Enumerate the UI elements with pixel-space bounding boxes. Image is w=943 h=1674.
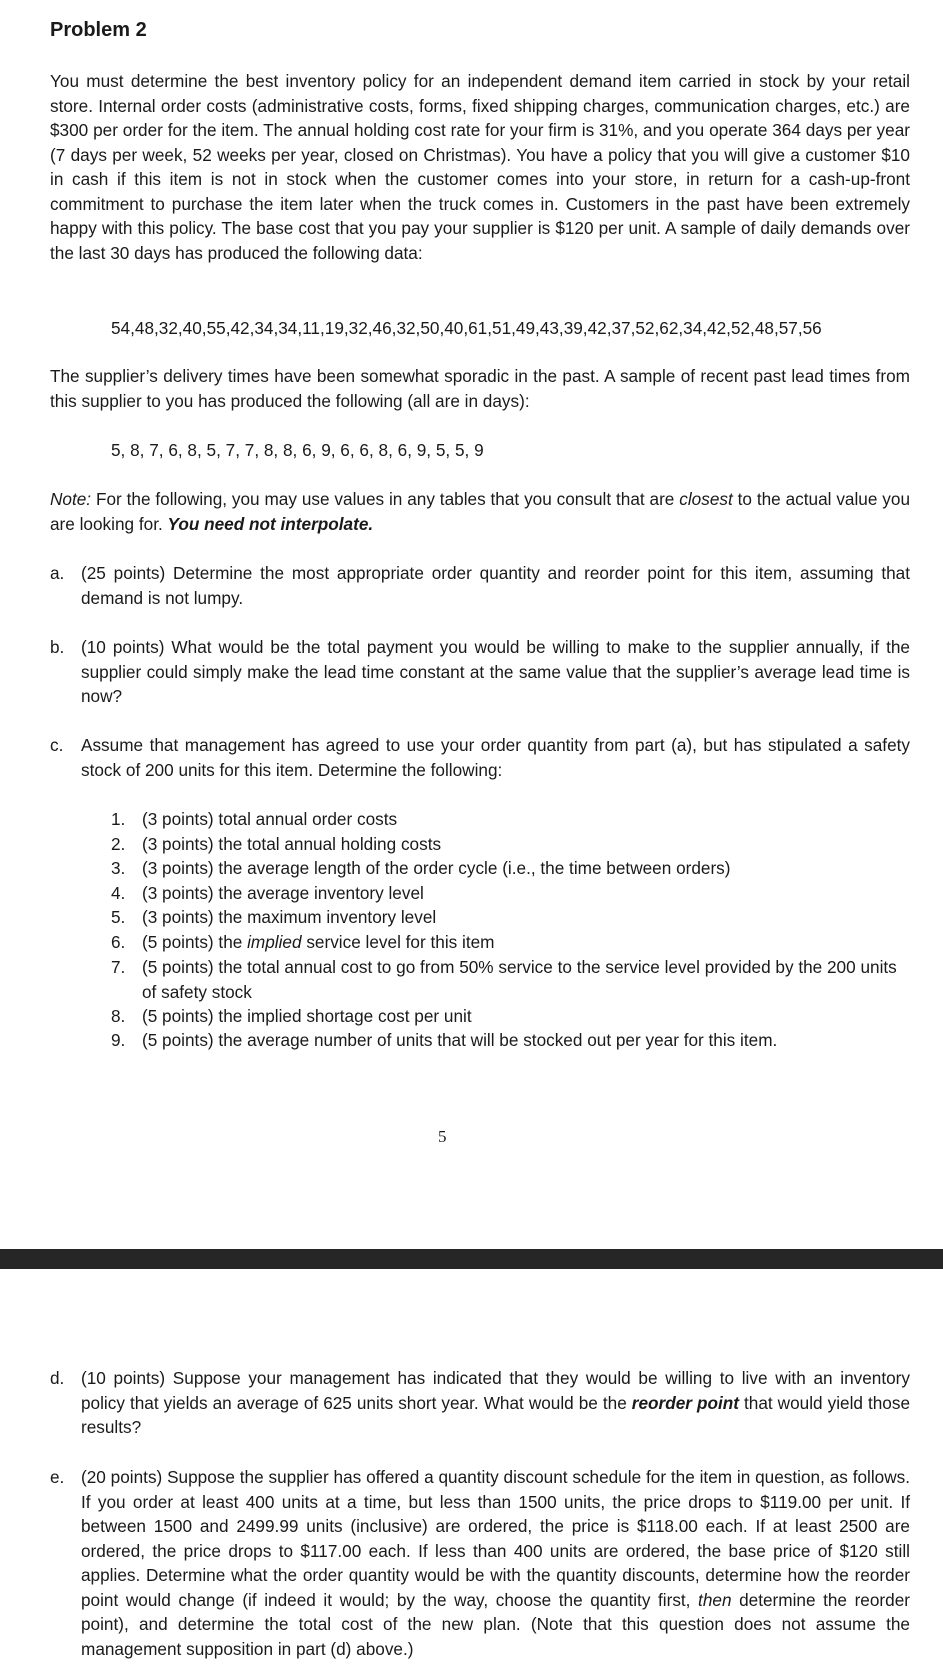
- sub-item: 2. (3 points) the total annual holding costs: [111, 834, 442, 854]
- problem-title: Problem 2: [50, 19, 147, 41]
- sub-item: 1. (3 points) total annual order costs: [111, 809, 398, 829]
- page-number: 5: [438, 1127, 447, 1146]
- note-paragraph: [50, 487, 910, 536]
- page-divider: [0, 1249, 943, 1269]
- question-a-label: a.: [50, 563, 65, 583]
- sub-item: 8. (5 points) the implied shortage cost per unit: [111, 1006, 472, 1026]
- question-c: [50, 733, 910, 782]
- question-d-bold: reorder point: [631, 1392, 739, 1413]
- question-d-label: d.: [50, 1368, 65, 1388]
- question-d: [50, 1366, 910, 1440]
- note-text-2: to the actual value you are looking for.: [50, 489, 910, 534]
- note-bold: You need not interpolate.: [167, 513, 374, 534]
- question-e-emphasis: then: [698, 1589, 732, 1610]
- question-e-text: (20 points) Suppose the supplier has offered a quantity discount schedule for the item in question, as follows. If you order at least 400 units at a time, but less than 1500 units, the price drops to $119.00 per unit. If between 1500 and 2499.99 units (inclusive) are ordered, the price is $118.00 each. If at least 2500 are ordered, the price drops to $117.00 each. If less than 400 units are ordered, the base price of $120 still applies. Determine what the order quantity would be with the quantity discounts, determine how the reorder point would change (if indeed it would; by the way, choose the quantity first,: [81, 1467, 910, 1610]
- sub-item: 7. (5 points) the total annual cost to go from 50% service to the service level provided by the 200 units of safety stock: [111, 957, 897, 1002]
- question-c-label: c.: [50, 735, 64, 755]
- sub-item: 4. (3 points) the average inventory level: [111, 883, 424, 903]
- question-b: [50, 635, 910, 709]
- question-e-tail: determine the reorder point), and determine the total cost of the new plan. (Note that this question does not assume the management supposition in part (d) above.): [81, 1589, 910, 1659]
- demand-data: 54,48,32,40,55,42,34,34,11,19,32,46,32,50,40,61,51,49,43,39,42,37,52,62,34,42,52,48,57,56: [111, 318, 822, 338]
- question-b-label: b.: [50, 637, 65, 657]
- question-e-label: e.: [50, 1467, 65, 1487]
- sub-item: 3. (3 points) the average length of the order cycle (i.e., the time between orders): [111, 858, 731, 878]
- question-e: [50, 1465, 910, 1661]
- note-emphasis: closest: [679, 489, 733, 509]
- question-a-text: (25 points) Determine the most appropriate order quantity and reorder point for this item, assuming that demand is not lumpy.: [81, 563, 910, 608]
- question-c-text: Assume that management has agreed to use your order quantity from part (a), but has stipulated a safety stock of 200 units for this item. Determine the following:: [81, 735, 910, 780]
- note-text-1: For the following, you may use values in any tables that you consult that are: [91, 489, 680, 509]
- question-b-text: (10 points) What would be the total payment you would be willing to make to the supplier annually, if the supplier could simply make the lead time constant at the same value that the supplier’s average lead time is now?: [81, 637, 910, 706]
- lead-time-data: 5, 8, 7, 6, 8, 5, 7, 7, 8, 8, 6, 9, 6, 6, 8, 6, 9, 5, 5, 9: [111, 440, 484, 460]
- question-d-text-1: (10 points) Suppose your management has indicated that they would be willing to live with an inventory policy that yields an average of 625 units short year. What would be the: [81, 1368, 910, 1413]
- question-d-text-2: that would yield those results?: [81, 1392, 911, 1437]
- sub-item: 5. (3 points) the maximum inventory level: [111, 907, 437, 927]
- sub-item: 9. (5 points) the average number of units that will be stocked out per year for this item.: [111, 1030, 778, 1050]
- note-label: Note:: [50, 489, 92, 509]
- sub-item: 6. (5 points) the implied service level for this item: [111, 932, 495, 952]
- lead-time-paragraph: The supplier’s delivery times have been somewhat sporadic in the past. A sample of recent past lead times from this supplier to you has produced the following (all are in days):: [50, 366, 910, 411]
- question-a: [50, 561, 910, 610]
- intro-paragraph: You must determine the best inventory policy for an independent demand item carried in stock by your retail store. Internal order costs (administrative costs, forms, fixed shipping charges, communication charges, etc.) are $300 per order for the item. The annual holding cost rate for your firm is 31%, and you operate 364 days per year (7 days per week, 52 weeks per year, closed on Christmas). You have a policy that you will give a customer $10 in cash if this item is not in stock when the customer comes into your store, in return for a cash-up-front commitment to purchase the item later when the truck comes in. Customers in the past have been extremely happy with this policy. The base cost that you pay your supplier is $120 per unit. A sample of daily demands over the last 30 days has produced the following data:: [50, 71, 910, 263]
